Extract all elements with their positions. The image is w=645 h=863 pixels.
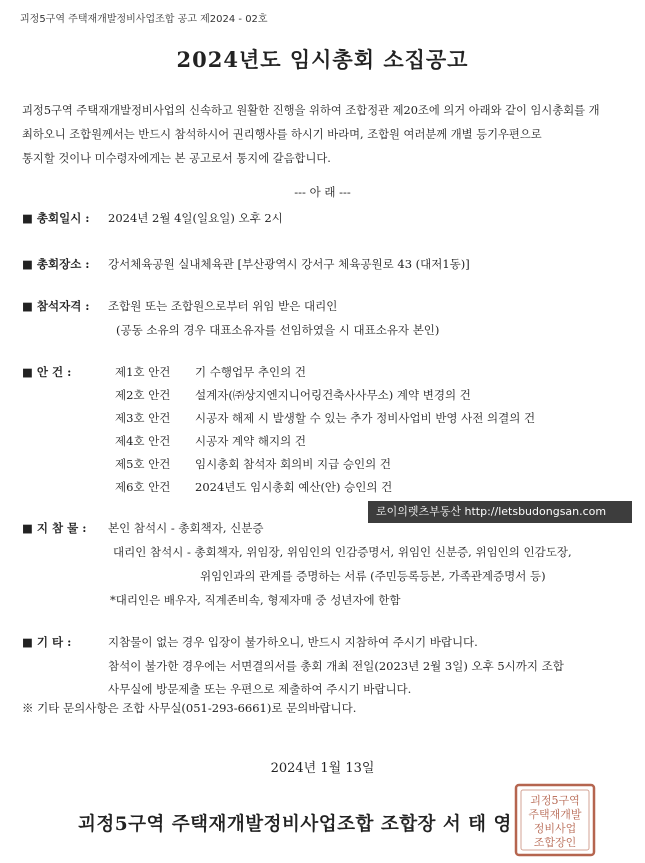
agenda-item-no: 제1호 안건 — [115, 365, 171, 379]
venue-value: 강서체육공원 실내체육관 [부산광역시 강서구 체육공원로 43 (대저1동)] — [108, 257, 470, 271]
svg-text:정비사업: 정비사업 — [533, 822, 577, 835]
meeting-date-label: ■ 총회일시 : — [22, 211, 90, 225]
agenda-item-no: 제3호 안건 — [115, 411, 171, 425]
items-label: ■ 지 참 물 : — [22, 521, 87, 535]
other-line: 사무실에 방문제출 또는 우편으로 제출하여 주시기 바랍니다. — [108, 682, 412, 696]
page-title: 2024년도 임시총회 소집공고 — [176, 47, 469, 72]
agenda-item-no: 제5호 안건 — [115, 457, 171, 471]
intro-line: 통지할 것이나 미수령자에게는 본 공고로서 통지에 갈음합니다. — [22, 152, 331, 165]
intro-paragraph — [22, 99, 626, 171]
svg-text:주택재개발: 주택재개발 — [528, 808, 582, 821]
agenda-item-text: 시공자 해제 시 발생할 수 있는 추가 정비사업비 반영 사전 의결의 건 — [195, 411, 536, 425]
agenda-item-text: 임시총회 참석자 회의비 지급 승인의 건 — [195, 457, 392, 471]
eligibility-value: 조합원 또는 조합원으로부터 위임 받은 대리인 — [108, 299, 338, 313]
agenda-label: ■ 안 건 : — [22, 365, 72, 379]
other-label: ■ 기 타 : — [22, 635, 72, 649]
venue-label: ■ 총회장소 : — [22, 257, 90, 271]
agenda-item-no: 제2호 안건 — [115, 388, 171, 402]
agenda-item-text: 설계자(㈜상지엔지니어링건축사사무소) 계약 변경의 건 — [195, 388, 471, 402]
official-seal — [513, 782, 597, 858]
svg-text:괴정5구역: 괴정5구역 — [530, 794, 580, 807]
items-self: 본인 참석시 - 총회책자, 신분증 — [108, 521, 264, 535]
contact-note: ※ 기타 문의사항은 조합 사무실(051-293-6661)로 문의바랍니다. — [22, 701, 357, 715]
notice-date: 2024년 1월 13일 — [270, 761, 375, 776]
notice-number: 괴정5구역 주택재개발정비사업조합 공고 제2024 - 02호 — [20, 14, 268, 25]
items-proxy-note: *대리인은 배우자, 직계존비속, 형제자매 중 성년자에 한함 — [110, 593, 401, 607]
other-line: 지참물이 없는 경우 입장이 불가하오니, 반드시 지참하여 주시기 바랍니다. — [108, 635, 478, 649]
items-proxy: 대리인 참석시 - 총회책자, 위임장, 위임인의 인감증명서, 위임인 신분증, 위임인의 인감도장, — [113, 545, 572, 559]
agenda-item-no: 제4호 안건 — [115, 434, 171, 448]
intro-line: 최하오니 조합원께서는 반드시 참석하시어 권리행사를 하시기 바라며, 조합원 여러분께 개별 등기우편으로 — [22, 128, 542, 141]
agenda-item-text: 2024년도 임시총회 예산(안) 승인의 건 — [195, 480, 393, 494]
svg-text:조합장인: 조합장인 — [533, 836, 577, 849]
eligibility-note: (공동 소유의 경우 대표소유자를 선임하였을 시 대표소유자 본인) — [116, 323, 440, 337]
agenda-item-text: 시공자 계약 해지의 건 — [195, 434, 306, 448]
eligibility-label: ■ 참석자격 : — [22, 299, 90, 313]
other-line: 참석이 불가한 경우에는 서면결의서를 총회 개최 전일(2023년 2월 3일) 오후 5시까지 조합 — [108, 659, 564, 673]
agenda-item-no: 제6호 안건 — [115, 480, 171, 494]
items-proxy-docs: 위임인과의 관계를 증명하는 서류 (주민등록등본, 가족관계증명서 등) — [200, 569, 546, 583]
agenda-item-text: 기 수행업무 추인의 건 — [195, 365, 306, 379]
watermark-banner: 로이의렛츠부동산 http://letsbudongsan.com — [368, 501, 632, 523]
intro-line: 괴정5구역 주택재개발정비사업의 신속하고 원활한 진행을 위하여 조합정관 제20조에 의거 아래와 같이 임시총회를 개 — [22, 104, 600, 117]
signature-line: 괴정5구역 주택재개발정비사업조합 조합장 서 태 영 — [78, 814, 512, 835]
meeting-date-value: 2024년 2월 4일(일요일) 오후 2시 — [108, 211, 283, 225]
notice-divider: --- 아 래 --- — [294, 185, 351, 199]
